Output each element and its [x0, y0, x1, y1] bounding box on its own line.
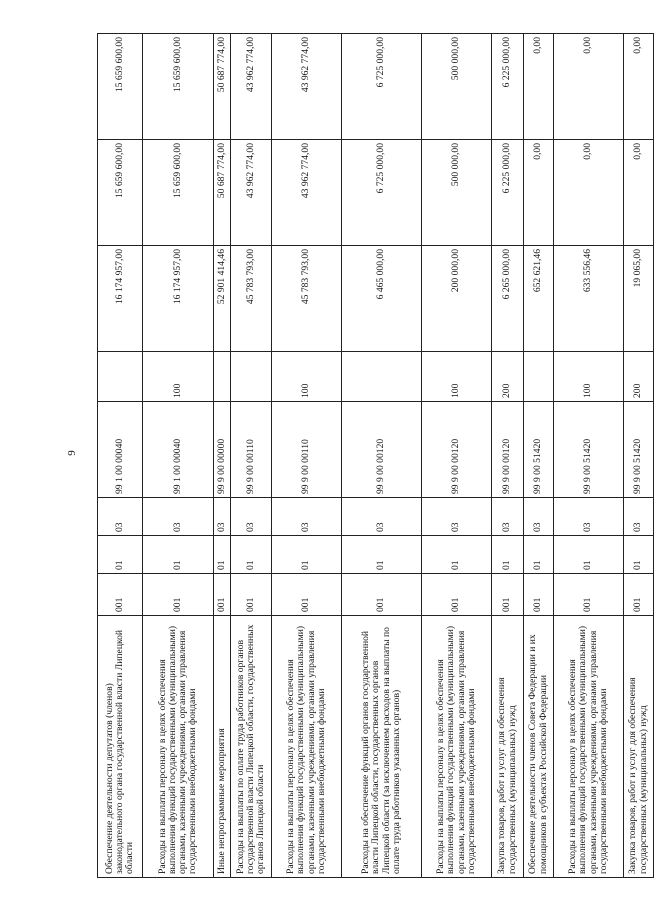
cell-expense-type: 100	[143, 352, 214, 402]
cell-expense-type: 100	[272, 352, 342, 402]
cell-amount-1: 200 000,00	[422, 246, 492, 352]
cell-subsection: 03	[214, 498, 231, 536]
cell-expense-type	[231, 352, 272, 402]
cell-amount-2: 6 225 000,00	[492, 140, 524, 246]
cell-amount-3: 15 659 600,00	[98, 34, 143, 140]
cell-target: 99 9 00 00120	[342, 402, 422, 498]
cell-amount-1: 45 783 793,00	[231, 246, 272, 352]
cell-expense-type	[98, 352, 143, 402]
cell-section: 01	[98, 536, 143, 574]
cell-target: 99 1 00 00040	[143, 402, 214, 498]
cell-name: Расходы на выплаты персоналу в целях обеспечения выполнения функций государственными (муниципальными) органами, казенными учреждениями, органами управления государственными внебюджетными фондами	[554, 616, 624, 878]
table-row	[342, 34, 422, 878]
cell-name: Иные непрограммные мероприятия	[214, 616, 231, 878]
cell-amount-2: 500 000,00	[422, 140, 492, 246]
cell-target: 99 9 00 51420	[624, 402, 654, 498]
cell-expense-type	[214, 352, 231, 402]
cell-ministry: 001	[98, 574, 143, 616]
cell-section: 01	[422, 536, 492, 574]
cell-amount-1: 6 465 000,00	[342, 246, 422, 352]
cell-amount-2: 43 962 774,00	[231, 140, 272, 246]
cell-amount-3: 6 225 000,00	[492, 34, 524, 140]
cell-target: 99 9 00 51420	[554, 402, 624, 498]
cell-section: 01	[231, 536, 272, 574]
cell-name: Расходы на выплаты персоналу в целях обеспечения выполнения функций государственными (муниципальными) органами, казенными учреждениями, органами управления государственными внебюджетными фондами	[422, 616, 492, 878]
cell-subsection: 03	[272, 498, 342, 536]
table-row	[272, 34, 342, 878]
cell-name: Обеспечение деятельности депутатов (членов) законодательного органа государственной власти Липецкой области	[98, 616, 143, 878]
table-row	[554, 34, 624, 878]
cell-ministry: 001	[231, 574, 272, 616]
cell-subsection: 03	[98, 498, 143, 536]
cell-name: Закупка товаров, работ и услуг для обеспечения государственных (муниципальных) нужд	[624, 616, 654, 878]
cell-expense-type: 200	[624, 352, 654, 402]
cell-subsection: 03	[554, 498, 624, 536]
cell-amount-3: 6 725 000,00	[342, 34, 422, 140]
cell-target: 99 9 00 00110	[231, 402, 272, 498]
cell-expense-type: 100	[554, 352, 624, 402]
cell-target: 99 9 00 51420	[524, 402, 554, 498]
cell-amount-1: 633 556,46	[554, 246, 624, 352]
cell-ministry: 001	[554, 574, 624, 616]
cell-amount-3: 50 687 774,00	[214, 34, 231, 140]
cell-amount-3: 500 000,00	[422, 34, 492, 140]
cell-amount-2: 0,00	[554, 140, 624, 246]
budget-table-body	[98, 34, 654, 878]
cell-ministry: 001	[214, 574, 231, 616]
cell-section: 01	[554, 536, 624, 574]
table-row	[98, 34, 143, 878]
cell-target: 99 9 00 00120	[492, 402, 524, 498]
cell-section: 01	[272, 536, 342, 574]
cell-amount-2: 6 725 000,00	[342, 140, 422, 246]
cell-ministry: 001	[272, 574, 342, 616]
cell-ministry: 001	[524, 574, 554, 616]
table-row	[422, 34, 492, 878]
cell-name: Обеспечение деятельности членов Совета Федерации и их помощников в субъектах Российской Федерации	[524, 616, 554, 878]
cell-ministry: 001	[143, 574, 214, 616]
table-row	[214, 34, 231, 878]
cell-name: Расходы на выплаты по оплате труда работников органов государственной власти Липецкой области, государственных органов Липецкой области	[231, 616, 272, 878]
cell-subsection: 03	[492, 498, 524, 536]
cell-amount-2: 15 659 600,00	[98, 140, 143, 246]
cell-subsection: 03	[422, 498, 492, 536]
cell-amount-3: 0,00	[554, 34, 624, 140]
cell-section: 01	[143, 536, 214, 574]
cell-name: Расходы на выплаты персоналу в целях обеспечения выполнения функций государственными (муниципальными) органами, казенными учреждениями, органами управления государственными внебюджетными фондами	[272, 616, 342, 878]
cell-section: 01	[524, 536, 554, 574]
cell-amount-3: 0,00	[524, 34, 554, 140]
cell-amount-1: 16 174 957,00	[143, 246, 214, 352]
cell-amount-2: 43 962 774,00	[272, 140, 342, 246]
cell-ministry: 001	[342, 574, 422, 616]
cell-section: 01	[624, 536, 654, 574]
table-row	[524, 34, 554, 878]
cell-target: 99 1 00 00040	[98, 402, 143, 498]
cell-subsection: 03	[524, 498, 554, 536]
cell-amount-3: 15 659 600,00	[143, 34, 214, 140]
cell-name: Закупка товаров, работ и услуг для обеспечения государственных (муниципальных) нужд	[492, 616, 524, 878]
cell-ministry: 001	[492, 574, 524, 616]
table-row	[624, 34, 654, 878]
cell-section: 01	[214, 536, 231, 574]
cell-target: 99 9 00 00000	[214, 402, 231, 498]
cell-amount-2: 50 687 774,00	[214, 140, 231, 246]
cell-amount-1: 19 065,00	[624, 246, 654, 352]
cell-subsection: 03	[624, 498, 654, 536]
cell-amount-1: 6 265 000,00	[492, 246, 524, 352]
cell-amount-3: 43 962 774,00	[231, 34, 272, 140]
cell-name: Расходы на выплаты персоналу в целях обеспечения выполнения функций государственными (муниципальными) органами, казенными учреждениями, органами управления государственными внебюджетными фондами	[143, 616, 214, 878]
cell-amount-1: 652 621,46	[524, 246, 554, 352]
cell-amount-3: 43 962 774,00	[272, 34, 342, 140]
cell-expense-type	[524, 352, 554, 402]
cell-expense-type: 100	[422, 352, 492, 402]
cell-target: 99 9 00 00110	[272, 402, 342, 498]
cell-ministry: 001	[422, 574, 492, 616]
cell-amount-2: 0,00	[624, 140, 654, 246]
cell-subsection: 03	[143, 498, 214, 536]
cell-subsection: 03	[342, 498, 422, 536]
cell-amount-1: 45 783 793,00	[272, 246, 342, 352]
budget-table	[97, 33, 654, 878]
cell-amount-2: 0,00	[524, 140, 554, 246]
cell-target: 99 9 00 00120	[422, 402, 492, 498]
table-row	[231, 34, 272, 878]
cell-amount-3: 0,00	[624, 34, 654, 140]
cell-amount-1: 52 901 414,46	[214, 246, 231, 352]
cell-amount-1: 16 174 957,00	[98, 246, 143, 352]
table-row	[143, 34, 214, 878]
cell-section: 01	[342, 536, 422, 574]
page-number: 9	[66, 450, 78, 456]
cell-amount-2: 15 659 600,00	[143, 140, 214, 246]
cell-ministry: 001	[624, 574, 654, 616]
table-row	[492, 34, 524, 878]
cell-expense-type	[342, 352, 422, 402]
cell-section: 01	[492, 536, 524, 574]
cell-expense-type: 200	[492, 352, 524, 402]
cell-name: Расходы на обеспечение функций органов государственной власти Липецкой области, государственных органов Липецкой области (за исключением расходов на выплаты по оплате труда работников указанных органов)	[342, 616, 422, 878]
rotated-table-container	[97, 34, 649, 878]
cell-subsection: 03	[231, 498, 272, 536]
